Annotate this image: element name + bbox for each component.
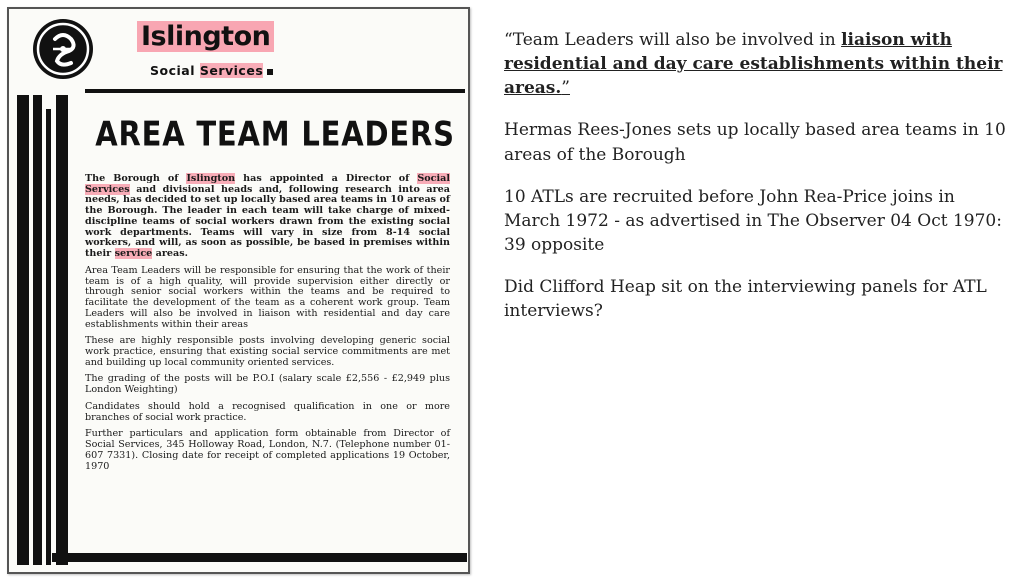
brand-dot	[267, 69, 273, 75]
advert-text: areas.	[152, 248, 188, 260]
brand-subtitle-social: Social	[150, 63, 200, 78]
advert-text: The Borough of	[85, 173, 187, 184]
islington-crest-icon	[33, 19, 93, 79]
note-recruitment: 10 ATLs are recruited before John Rea-Price joins in March 1972 - as advertised in The Observer 04 Oct 1970: 39 opposite	[504, 186, 1002, 255]
border-bar	[85, 89, 465, 93]
note-question: Did Clifford Heap sit on the interviewing panels for ATL interviews?	[504, 277, 987, 322]
newspaper-clipping	[7, 7, 470, 574]
advert-text: has appointed a Director of	[235, 173, 418, 184]
highlight-social-services: Social Services	[85, 173, 450, 195]
border-bar	[33, 95, 42, 565]
advert-text: and divisional heads and, following research into area needs, has decided to set up locally based area teams in 10 areas of the Borough. The leader in each team will take charge of mixed-discipline teams of social workers drawn from the existing social work departments. Teams will vary in size from 8-14 social workers, and will, as soon as possible, be based in premises within their	[85, 183, 450, 260]
advert-paragraph: Area Team Leaders will be responsible for ensuring that the work of their team is of a high quality, will provide supervision either directly or through senior social workers within the teams and be required to facilitate the development of the team as a coherent work group. Team Leaders will also be involved in liaison with residential and day care establishments within their areas	[85, 264, 450, 330]
quote-emphasis: liaison with residential and day care establishments within their areas.	[504, 30, 1003, 99]
border-bar	[46, 109, 51, 565]
advert-body	[85, 174, 450, 478]
brand-subtitle-services: Services	[199, 63, 264, 78]
border-bar	[56, 95, 68, 565]
advert-paragraph: The grading of the posts will be P.O.I (salary scale £2,556 - £2,949 plus London Weighting)	[85, 373, 450, 396]
quote-close: ”	[561, 78, 570, 99]
note-area-teams: Hermas Rees-Jones sets up locally based area teams in 10 areas of the Borough	[504, 120, 1006, 165]
brand-subtitle	[150, 63, 273, 78]
advert-paragraph: Candidates should hold a recognised qualification in one or more branches of social work practice.	[85, 400, 450, 423]
highlight-islington: Islington	[186, 173, 236, 184]
border-bar	[52, 553, 467, 562]
advert-paragraph	[85, 174, 450, 260]
advert-paragraph: Further particulars and application form obtainable from Director of Social Services, 345 Holloway Road, London, N.7. (Telephone number 01-607 7331). Closing date for receipt of completed applications 19 October, 1970	[85, 428, 450, 472]
highlight-service: service	[114, 248, 153, 260]
border-bar	[17, 95, 29, 565]
commentary	[504, 28, 1014, 341]
brand-title: Islington	[137, 21, 274, 52]
headline: AREA TEAM LEADERS	[95, 113, 455, 154]
quote-note	[504, 28, 1014, 100]
advert-paragraph: These are highly responsible posts involving developing generic social work practice, ensuring that existing social service commitments are met and building up local community oriented services.	[85, 335, 450, 368]
quote-text: “Team Leaders will also be involved in	[504, 30, 842, 50]
